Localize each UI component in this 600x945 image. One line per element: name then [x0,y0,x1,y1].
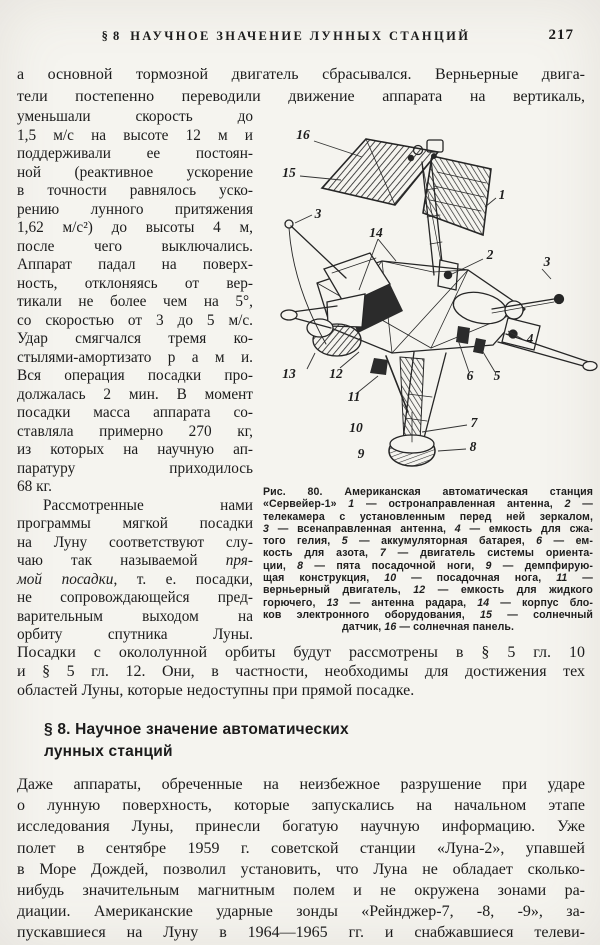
text-line: Аппарат падал на поверх- [17,256,253,273]
text-line: Удар смягчался тремя ко- [17,330,253,347]
figure-label: 9 [357,446,365,461]
text-line: исследования Луны, принесли богатую научную информацию. Уже [17,818,585,836]
figure-label: 15 [282,165,296,180]
text-line: со скоростью от 3 до 5 м/с. [17,311,253,329]
text-line: тели постепенно переводили движение аппарата на вертикаль, [17,87,585,105]
text-line: посадки масса аппарата со- [17,404,253,421]
spacecraft-illustration [262,112,600,488]
figure-label: 3 [314,206,322,221]
text-line: ной (реактивное ускорение [17,163,253,181]
figure-label: 7 [470,415,478,430]
heading-line: лунных станций [44,743,173,760]
text-line: из которых на научную ап- [17,441,253,458]
caption-line: кость для азота, 7 — двигатель системы ориента- [263,547,593,560]
text-line: не сопровождающейся пред- [17,589,253,606]
page-number: 217 [548,27,574,43]
text-line: и § 5 гл. 12. Они, в частности, необходимы для достижения тех [17,663,585,681]
text-line: стылями-амортизато р а м и. [17,348,253,366]
running-header-text: НАУЧНОЕ ЗНАЧЕНИЕ ЛУННЫХ СТАНЦИЙ [130,29,471,43]
section-heading [44,719,349,763]
text-line: Посадки с окололунной орбиты будут рассмотрены в § 5 гл. 10 [17,644,585,661]
caption-line: того гелия, 5 — аккумуляторная батарея, 6 — ем- [263,535,593,548]
figure-label: 12 [329,366,343,381]
figure-label: 1 [498,187,506,202]
text-line: пускавшиеся на Луну в 1964—1965 гг. и снабжавшиеся телеви- [17,924,585,942]
text-line: орбиту спутника Луны. [17,626,253,643]
caption-line: ции, 8 — пята посадочной ноги, 9 — демпфирую- [263,559,593,572]
text-line: нибудь значительным магнитным полем и не окружена зонами ра- [17,882,585,900]
text-line: Даже аппараты, обреченные на неизбежное разрушение при ударе [17,776,585,793]
figure [262,112,600,488]
text-line: Рассмотренные нами [43,496,253,514]
heading-line: § 8. Научное значение автоматических [44,721,349,738]
caption-line: 3 — всенаправленная антенна, 4 — емкость для сжа- [263,522,594,535]
text-line: о лунную поверхность, которые запускались на начальном этапе [17,797,585,815]
caption-line: горючего, 13 — антенна радара, 14 — корпус бло- [263,596,594,609]
caption-line: Рис. 80. Американская автоматическая станция [263,486,593,498]
figure-caption [263,486,593,634]
caption-line: щая конструкция, 10 — посадочная нога, 11 — [263,572,593,585]
text-line: областей Луны, которые недоступны при прямой посадке. [17,682,415,700]
figure-label: 4 [526,331,534,346]
caption-line: ков электронного оборудования, 15 — солнечный [263,608,593,621]
text-line: на Луну соответствуют слу- [17,533,253,551]
figure-label: 2 [486,247,494,262]
figure-label: 11 [347,389,361,404]
text-line: паратуру приходилось [17,459,253,477]
body-paragraph [17,774,585,944]
text-line: а основной тормозной двигатель сбрасывался. Верньерные двига- [17,66,585,83]
figure-label: 3 [543,254,551,269]
text-line: 1,62 м/с²) до высоты 4 м, [17,219,253,236]
figure-label: 16 [296,127,310,142]
text-line: программы мягкой посадки [17,515,253,532]
text-line: 68 кг. [17,478,52,495]
text-line: уменьшали скорость до [17,108,253,125]
text-line: тикали не более чем на 5°, [17,293,253,310]
running-header-section: § 8 [101,29,121,43]
text-line: диации. Американские ударные зонды «Рейнджер-7, -8, -9», за- [17,903,585,921]
figure-label: 6 [466,368,474,383]
text-line: должалась 2 мин. В момент [17,385,253,403]
text-line: в Море Дождей, позволил установить, что Луна не обладает сколько- [17,860,585,878]
running-header [17,29,585,47]
text-line: варительным выходом на [17,607,253,625]
caption-line: «Сервейер-1» 1 — остронаправленная антенна, 2 — [263,498,593,511]
figure-label: 14 [369,225,383,240]
caption-line: датчик, 16 — солнечная панель. [341,621,515,634]
text-line: в точности равнялось уско- [17,182,253,199]
text-line: Вся операция посадки про- [17,367,253,384]
text-line: 1,5 м/с на высоте 12 м и [17,126,253,144]
caption-line: верньерный двигатель, 12 — емкость для жидкого [263,584,593,597]
caption-line: телекамера с установленным перед ней зеркалом, [263,510,593,523]
text-line: чаю так называемой пря- [17,552,253,569]
text-line: ставляла примерно 270 кг, [17,422,253,440]
intro-paragraph [17,64,585,107]
text-line: поддерживали ее постоян- [17,145,253,162]
text-line: полет в сентябре 1959 г. советской станции «Луна-2», упавшей [17,839,585,857]
left-column [17,108,253,645]
figure-label: 8 [469,439,477,454]
text-line: рению лунного притяжения [17,200,253,218]
text-line: после чего выключались. [17,237,253,255]
figure-label: 10 [349,420,363,435]
text-line: мой посадки, т. е. посадки, [17,570,253,588]
continuation-paragraph [17,643,585,701]
figure-label: 13 [282,366,296,381]
text-line: ность, отклоняясь от вер- [17,274,253,292]
figure-label: 5 [493,368,501,383]
running-header-title [17,29,555,44]
